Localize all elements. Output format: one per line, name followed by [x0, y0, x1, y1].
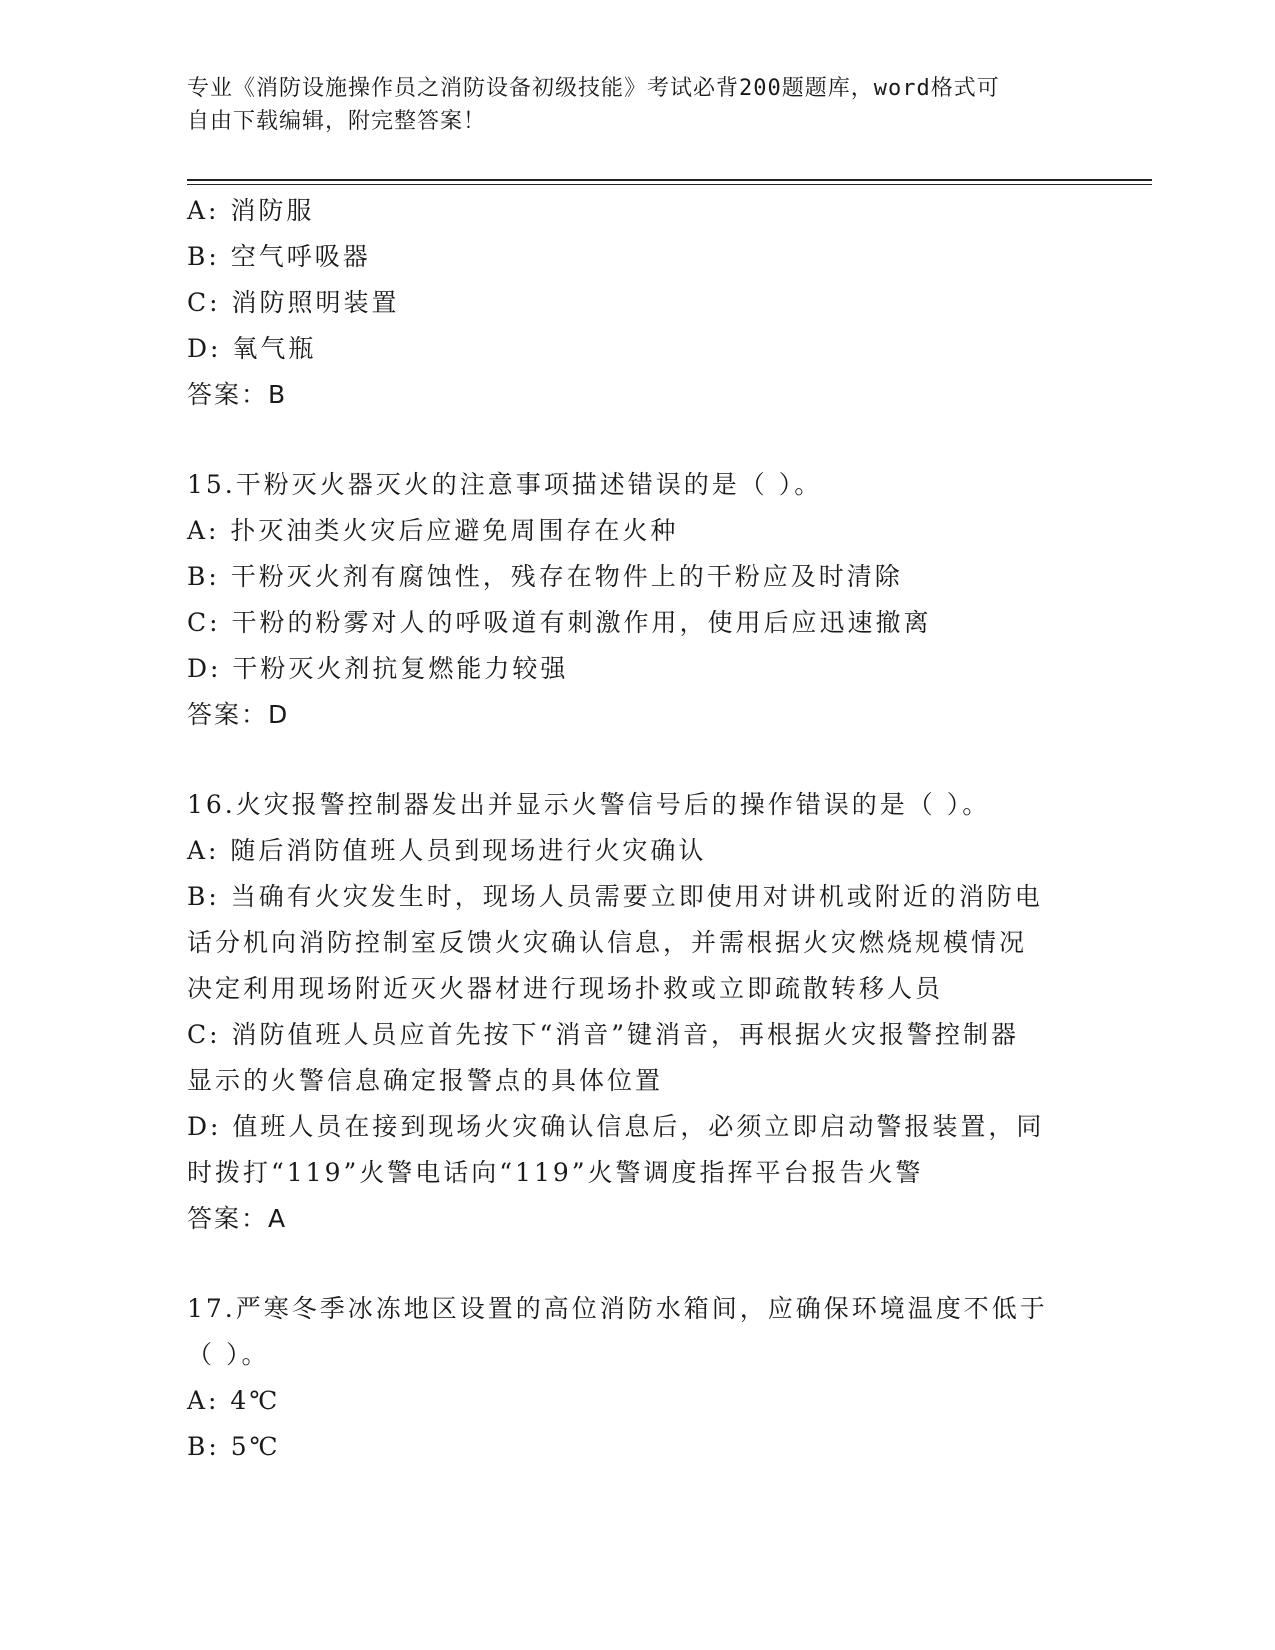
- option-d-line-2: 时拨打“119”火警电话向“119”火警调度指挥平台报告火警: [187, 1158, 924, 1187]
- question-16-block: [187, 782, 1087, 1242]
- option-a: A: 扑灭油类火灾后应避免周围存在火种: [187, 516, 679, 545]
- spacer: [187, 738, 1087, 782]
- option-c: C: 干粉的粉雾对人的呼吸道有刺激作用，使用后应迅速撤离: [187, 608, 932, 637]
- spacer: [187, 1242, 1087, 1286]
- option-b-line-3: 决定利用现场附近灭火器材进行现场扑救或立即疏散转移人员: [187, 974, 944, 1003]
- option-a: A: 随后消防值班人员到现场进行火灾确认: [187, 836, 707, 865]
- question-text-line-2: （ ）。: [187, 1340, 270, 1369]
- answer-line: 答案：B: [187, 380, 288, 409]
- option-b: B: 空气呼吸器: [187, 242, 371, 271]
- header-rule-thick: [187, 179, 1152, 181]
- spacer: [187, 418, 1087, 462]
- question-15-block: [187, 462, 1087, 738]
- option-b: B: 干粉灭火剂有腐蚀性，残存在物件上的干粉应及时清除: [187, 562, 903, 591]
- option-c-line-1: C: 消防值班人员应首先按下“消音”键消音，再根据火灾报警控制器: [187, 1020, 1020, 1049]
- option-d-line-1: D: 值班人员在接到现场火灾确认信息后，必须立即启动警报装置，同: [187, 1112, 1045, 1141]
- question-text: 15.干粉灭火器灭火的注意事项描述错误的是（ ）。: [187, 470, 823, 499]
- option-c: C: 消防照明装置: [187, 288, 400, 317]
- header-title-line-1: 专业《消防设施操作员之消防设备初级技能》考试必背200题题库，word格式可: [187, 76, 1000, 101]
- option-b-line-1: B: 当确有火灾发生时，现场人员需要立即使用对讲机或附近的消防电: [187, 882, 1043, 911]
- document-header: [187, 72, 1067, 138]
- answer-line: 答案：D: [187, 700, 290, 729]
- question-14-block: [187, 188, 1087, 418]
- question-17-block: [187, 1286, 1087, 1470]
- option-a: A: 4℃: [187, 1386, 281, 1415]
- answer-line: 答案：A: [187, 1204, 288, 1233]
- option-d: D: 干粉灭火剂抗复燃能力较强: [187, 654, 569, 683]
- option-a: A: 消防服: [187, 196, 315, 225]
- option-b-line-2: 话分机向消防控制室反馈火灾确认信息，并需根据火灾燃烧规模情况: [187, 928, 1028, 957]
- header-title-line-2: 自由下载编辑，附完整答案！: [187, 109, 487, 134]
- option-b: B: 5℃: [187, 1432, 281, 1461]
- question-text-line-1: 17.严寒冬季冰冻地区设置的高位消防水箱间，应确保环境温度不低于: [187, 1294, 1048, 1323]
- question-text: 16.火灾报警控制器发出并显示火警信号后的操作错误的是（ ）。: [187, 790, 991, 819]
- option-d: D: 氧气瓶: [187, 334, 317, 363]
- document-body: [187, 188, 1087, 1470]
- header-rule-thin: [187, 184, 1152, 185]
- option-c-line-2: 显示的火警信息确定报警点的具体位置: [187, 1066, 664, 1095]
